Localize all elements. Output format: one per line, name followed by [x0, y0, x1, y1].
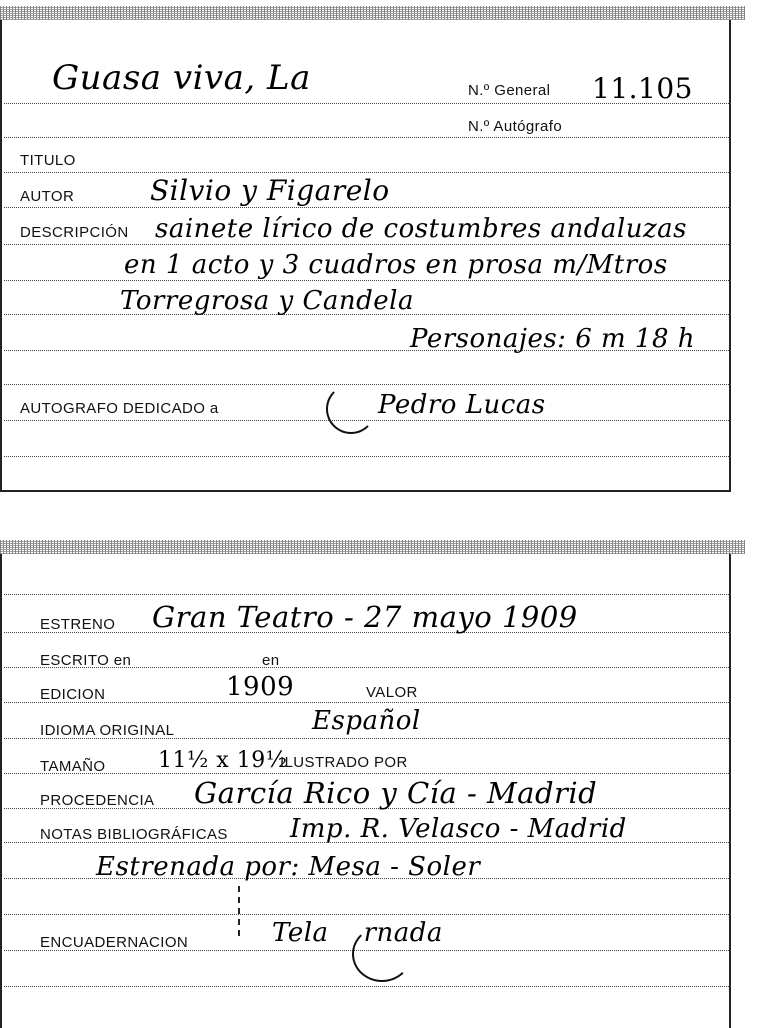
- card-bottom-border: [0, 490, 731, 492]
- procedencia-label: PROCEDENCIA: [40, 792, 155, 809]
- catalog-card-bottom: [0, 540, 745, 1028]
- card-left-border: [0, 554, 2, 1028]
- scan-noise-edge: [0, 540, 745, 554]
- procedencia-value: García Rico y Cía - Madrid: [194, 776, 598, 810]
- personajes-note: Personajes: 6 m 18 h: [410, 324, 696, 354]
- ruled-line: [4, 702, 731, 703]
- card-right-border: [729, 20, 731, 492]
- ruled-line: [4, 456, 731, 457]
- notas-value: Imp. R. Velasco - Madrid: [290, 814, 627, 844]
- escrito-en-label: en: [262, 652, 280, 669]
- ruled-line: [4, 207, 731, 208]
- ruled-line: [4, 914, 731, 915]
- descripcion-line-2: en 1 acto y 3 cuadros en prosa m/Mtros: [124, 250, 668, 280]
- ruled-line: [4, 244, 731, 245]
- autor-label: AUTOR: [20, 188, 75, 205]
- descripcion-line-3: Torregrosa y Candela: [120, 286, 414, 316]
- ruled-line: [4, 280, 731, 281]
- notas-line-2: Estrenada por: Mesa - Soler: [96, 852, 481, 882]
- general-number-value: 11.105: [592, 72, 693, 105]
- encuadernacion-value: Tela rnada: [272, 918, 443, 948]
- title-handwritten: Guasa viva, La: [52, 58, 311, 98]
- notas-label: NOTAS BIBLIOGRÁFICAS: [40, 826, 228, 843]
- autografo-number-label: N.º Autógrafo: [468, 118, 563, 135]
- dedicado-value: Pedro Lucas: [378, 390, 546, 420]
- ruled-line: [4, 986, 731, 987]
- idioma-label: IDIOMA ORIGINAL: [40, 722, 175, 739]
- ruled-line: [4, 594, 731, 595]
- catalog-card-top: [0, 0, 745, 492]
- edicion-label: EDICION: [40, 686, 106, 703]
- ruled-line: [4, 773, 731, 774]
- general-number-label: N.º General: [468, 82, 551, 99]
- escrito-label: ESCRITO en: [40, 652, 132, 669]
- pencil-stroke: [238, 886, 240, 936]
- encuadernacion-label: ENCUADERNACION: [40, 934, 189, 951]
- ruled-line: [4, 137, 731, 138]
- valor-label: VALOR: [366, 684, 418, 701]
- descripcion-line-1: sainete lírico de costumbres andaluzas: [155, 214, 688, 244]
- ruled-line: [4, 384, 731, 385]
- edicion-value: 1909: [226, 672, 295, 702]
- card-right-border: [729, 554, 731, 1028]
- estreno-value: Gran Teatro - 27 mayo 1909: [152, 600, 578, 634]
- idioma-value: Español: [312, 706, 421, 736]
- tamano-label: TAMAÑO: [40, 758, 106, 775]
- scan-noise-edge: [0, 6, 745, 20]
- card-left-border: [0, 20, 2, 492]
- descripcion-label: DESCRIPCIÓN: [20, 224, 129, 241]
- ruled-line: [4, 172, 731, 173]
- ilustrado-label: ILUSTRADO POR: [280, 754, 408, 771]
- stamp-mark: [326, 384, 376, 434]
- estreno-label: ESTRENO: [40, 616, 116, 633]
- tamano-value: 11½ x 19½: [158, 748, 288, 773]
- dedicado-label: AUTOGRAFO DEDICADO a: [20, 400, 219, 417]
- titulo-label: TITULO: [20, 152, 76, 169]
- autor-value: Silvio y Figarelo: [150, 174, 390, 207]
